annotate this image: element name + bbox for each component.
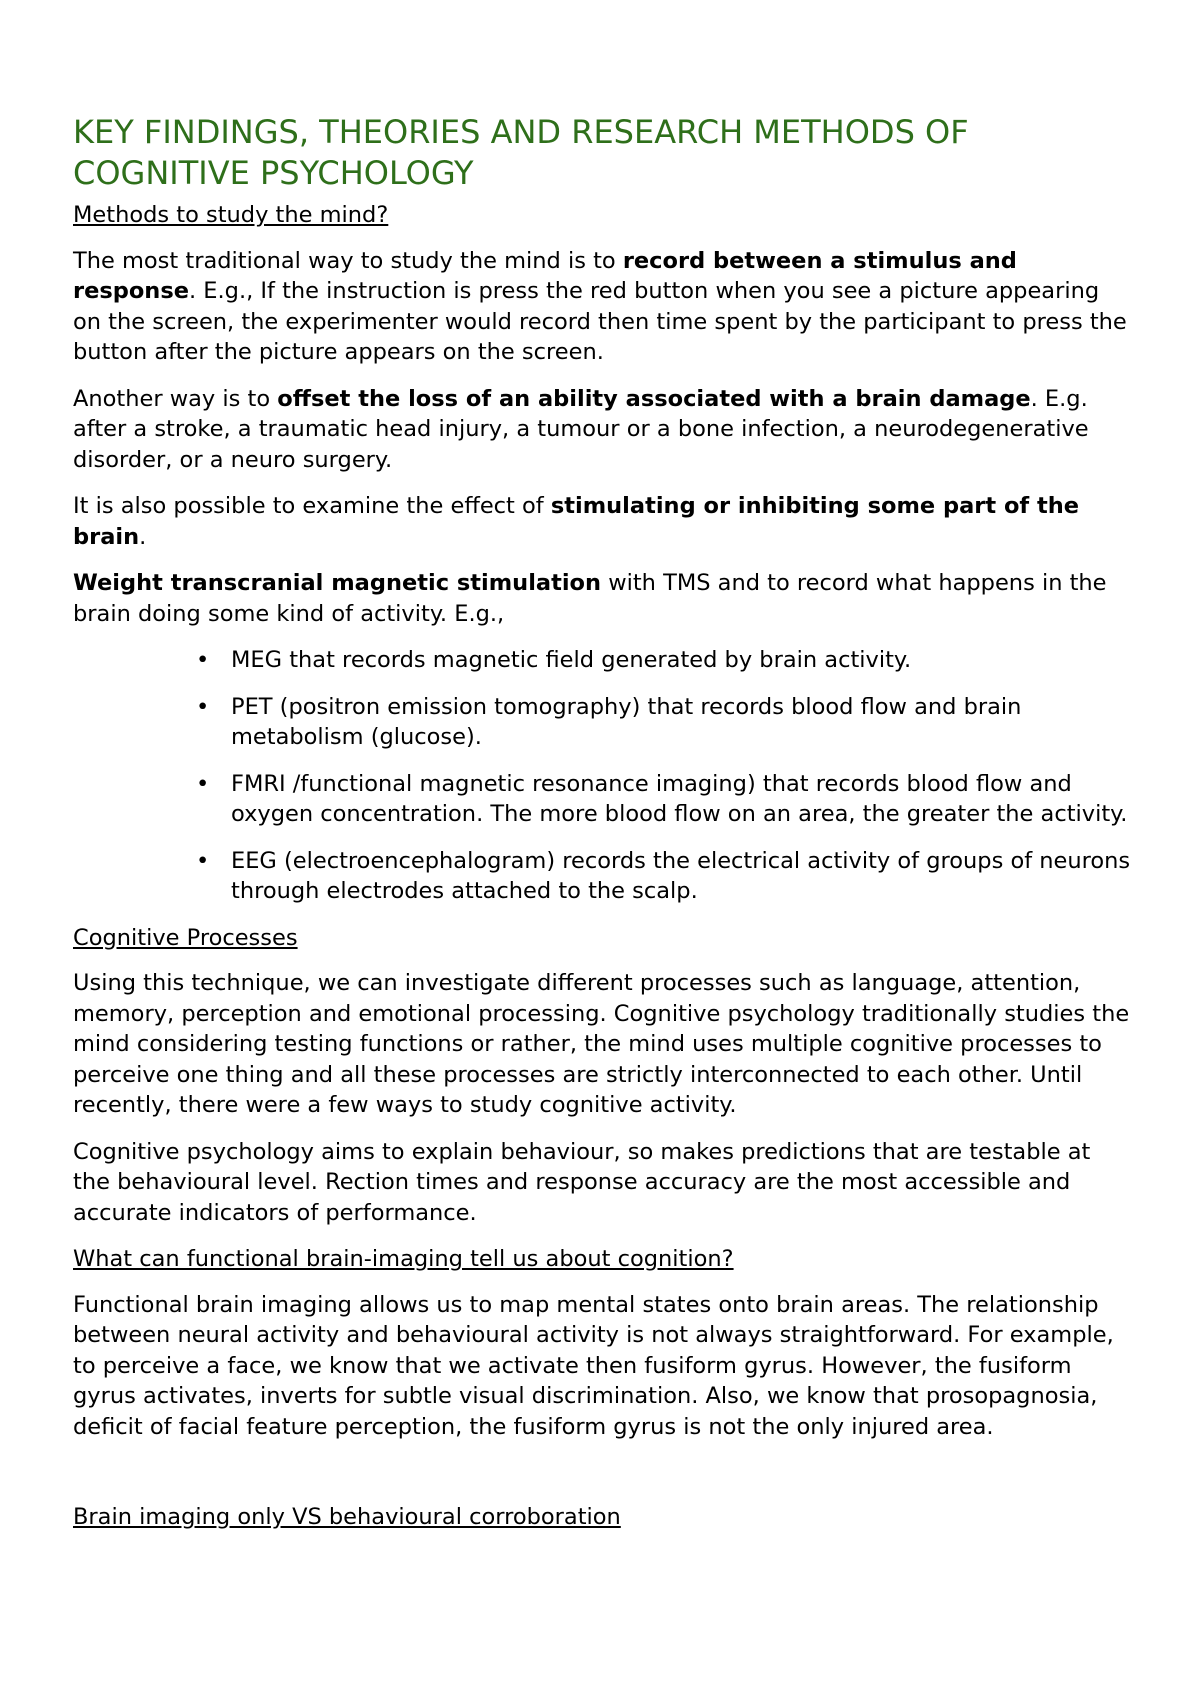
paragraph-processes: Using this technique, we can investigate different processes such as language, attention, memory, perception and emotional processing. Cognitive psychology traditionally studies the mind considering testing functions or rather, the mind uses multiple cognitive processes to perceive one thing and all these processes are strictly interconnected to each other. Until recently, there were a few ways to study cognitive activity.	[73, 970, 1130, 1118]
paragraph-brain-damage	[73, 384, 1133, 476]
section-heading-cognitive-processes: Cognitive Processes	[73, 924, 298, 951]
paragraph-functional-imaging: Functional brain imaging allows us to map mental states onto brain areas. The relationship between neural activity and behavioural activity is not always straightforward. For example, to perceive a face, we know that we activate then fusiform gyrus. However, the fusiform gyrus activates, inverts for subtle visual discrimination. Also, we know that prosopagnosia, deficit of facial feature perception, the fusiform gyrus is not the only injured area.	[73, 1291, 1114, 1440]
list-item-text: FMRI /functional magnetic resonance imaging) that records blood flow and oxygen concentration. The more blood flow on an area, the greater the activity.	[231, 770, 1128, 827]
paragraph-text: . E.g., If the instruction is press the red button when you see a picture appearing on the screen, the experimenter would record then time spent by the participant to press the button after the picture appears on the screen.	[73, 278, 1127, 365]
document-title: KEY FINDINGS, THEORIES AND RESEARCH METHODS OF COGNITIVE PSYCHOLOGY	[73, 113, 969, 192]
bold-phrase: Weight transcranial magnetic stimulation	[73, 570, 602, 596]
paragraph-text: It is also possible to examine the effect of	[73, 493, 551, 519]
section-heading-corroboration: Brain imaging only VS behavioural corroboration	[73, 1504, 621, 1530]
bold-phrase: record between a stimulus and response	[73, 247, 1017, 304]
document-page	[73, 112, 1133, 1548]
list-item	[196, 692, 1133, 753]
paragraph-stimulation	[73, 491, 1133, 552]
paragraph-tms	[73, 568, 1133, 629]
section-heading-brain-imaging: What can functional brain-imaging tell us about cognition?	[73, 1246, 734, 1272]
bold-phrase: stimulating or inhibiting some part of the brain	[73, 493, 1080, 550]
list-item-text: PET (positron emission tomography) that records blood flow and brain metabolism (glucose).	[231, 693, 1022, 750]
paragraph-text: .	[139, 523, 147, 550]
paragraph-text: . E.g. after a stroke, a traumatic head injury, a tumour or a bone infection, a neurodegenerative disorder, or a neuro surgery.	[73, 385, 1089, 473]
list-item-text: MEG that records magnetic field generated by brain activity.	[231, 647, 912, 673]
list-item	[196, 846, 1133, 907]
bullet-icon: •	[196, 647, 210, 673]
bold-phrase: offset the loss of an ability associated with a brain damage	[277, 385, 1031, 412]
spacer	[73, 1458, 1133, 1502]
bullet-icon: •	[196, 847, 210, 874]
paragraph-behaviour: Cognitive psychology aims to explain behaviour, so makes predictions that are testable at the behavioural level. Rection times and response accuracy are the most accessible and accurate indicators of performance.	[73, 1138, 1091, 1226]
imaging-methods-list	[73, 645, 1133, 907]
paragraph-traditional-method	[73, 246, 1133, 368]
paragraph-text: Another way is to	[73, 385, 278, 412]
bullet-icon: •	[196, 770, 210, 797]
paragraph-text: with TMS and to record what happens in the brain doing some kind of activity. E.g.,	[73, 570, 1107, 627]
list-item	[196, 645, 1133, 676]
bullet-icon: •	[196, 693, 210, 720]
list-item	[196, 769, 1133, 830]
list-item-text: EEG (electroencephalogram) records the electrical activity of groups of neurons through electrodes attached to the scalp.	[231, 847, 1131, 904]
paragraph-text: The most traditional way to study the mind is to	[73, 247, 623, 274]
section-heading-methods: Methods to study the mind?	[73, 202, 389, 228]
